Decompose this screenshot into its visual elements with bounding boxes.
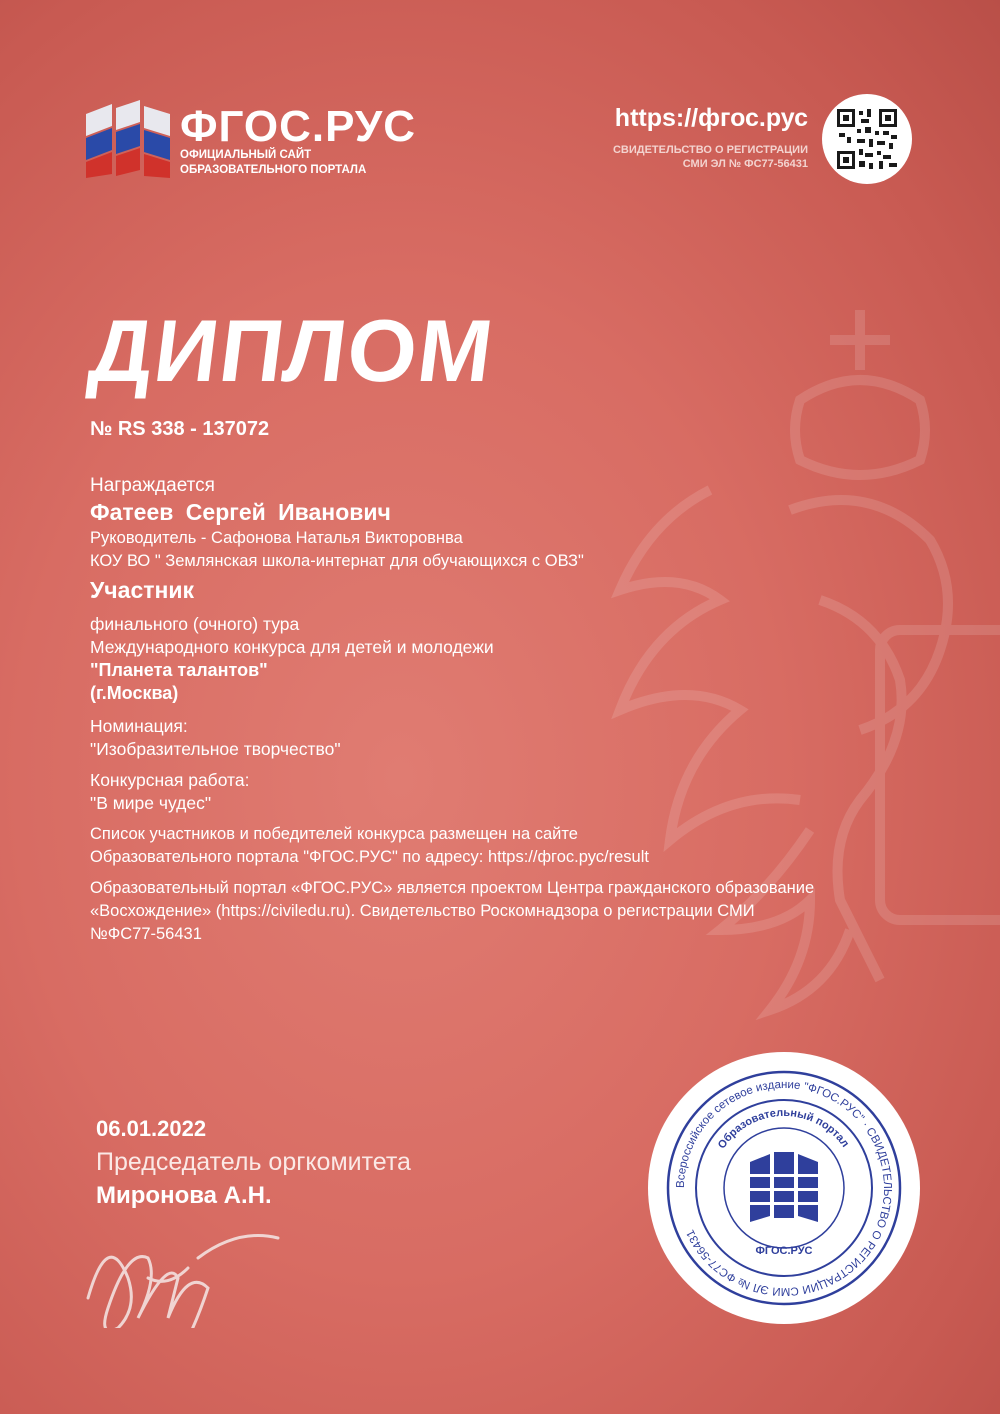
logo-subtitle-line-2: ОБРАЗОВАТЕЛЬНОГО ПОРТАЛА (180, 164, 367, 176)
results-line-2: Образовательного портала "ФГОС.РУС" по адресу: https://фгос.рус/result (90, 848, 649, 866)
nomination-value: "Изобразительное творчество" (90, 739, 341, 759)
site-info (613, 104, 808, 171)
registration-line-1: СВИДЕТЕЛЬСТВО О РЕГИСТРАЦИИ (612, 144, 808, 156)
issue-date: 06.01.2022 (96, 1116, 207, 1141)
participant-status: Участник (90, 577, 195, 603)
logo-subtitle-line-1: ОФИЦИАЛЬНЫЙ САЙТ (180, 149, 312, 161)
portal-note-line-1: Образовательный портал «ФГОС.РУС» является проектом Центра гражданского образование (90, 879, 815, 897)
stamp-outer-text: Всероссийское сетевое издание "ФГОС.РУС" · СВИДЕТЕЛЬСТВО О РЕГИСТРАЦИИ СМИ ЭЛ № ФС77-56431 (674, 1078, 894, 1298)
nomination-label: Номинация: (90, 716, 188, 736)
awarded-label: Награждается (90, 475, 215, 496)
chair-name: Миронова А.Н. (96, 1182, 272, 1209)
logo (86, 100, 426, 180)
contest-description: Международного конкурса для детей и молодежи (90, 637, 494, 657)
portal-note-line-3: №ФС77-56431 (90, 925, 202, 943)
contest-title: "Планета талантов" (90, 660, 268, 680)
qr-code-icon (837, 109, 897, 169)
stamp-seal (646, 1050, 922, 1326)
official-stamp (646, 1050, 922, 1326)
portal-note-line-2: «Восхождение» (https://civiledu.ru). Свидетельство Роскомнадзора о регистрации СМИ (90, 902, 755, 920)
contest-round: финального (очного) тура (90, 614, 300, 634)
organization: КОУ ВО " Землянская школа-интернат для обучающихся с ОВЗ" (90, 552, 584, 570)
stamp-inner-text: Образовательный портал (715, 1106, 852, 1152)
logo-subtitle (180, 148, 366, 178)
diploma-title: ДИПЛОМ (84, 301, 496, 400)
logo-name: ФГОС.РУС (180, 102, 417, 151)
qr-code[interactable] (822, 94, 912, 184)
diploma-number: № RS 338 - 137072 (90, 418, 270, 440)
logo-flag-icon (86, 100, 170, 178)
results-line-1: Список участников и победителей конкурса размещен на сайте (90, 825, 578, 843)
signature (78, 1218, 288, 1328)
registration-line-2: СМИ ЭЛ № ФС77-56431 (682, 158, 808, 170)
diploma-body (90, 474, 950, 946)
chair-title: Председатель оргкомитета (96, 1148, 411, 1176)
recipient-name: Фатеев Сергей Иванович (90, 499, 391, 525)
registration-info (613, 143, 808, 171)
stamp-bottom-text: ФГОС.РУС (755, 1245, 813, 1257)
site-url[interactable]: https://фгос.рус (614, 104, 808, 132)
contest-city: (г.Москва) (90, 683, 179, 703)
work-value: "В мире чудес" (90, 793, 212, 813)
supervisor: Руководитель - Сафонова Наталья Викторовнва (90, 529, 463, 547)
stamp-building-icon (750, 1152, 818, 1222)
work-label: Конкурсная работа: (90, 770, 250, 790)
